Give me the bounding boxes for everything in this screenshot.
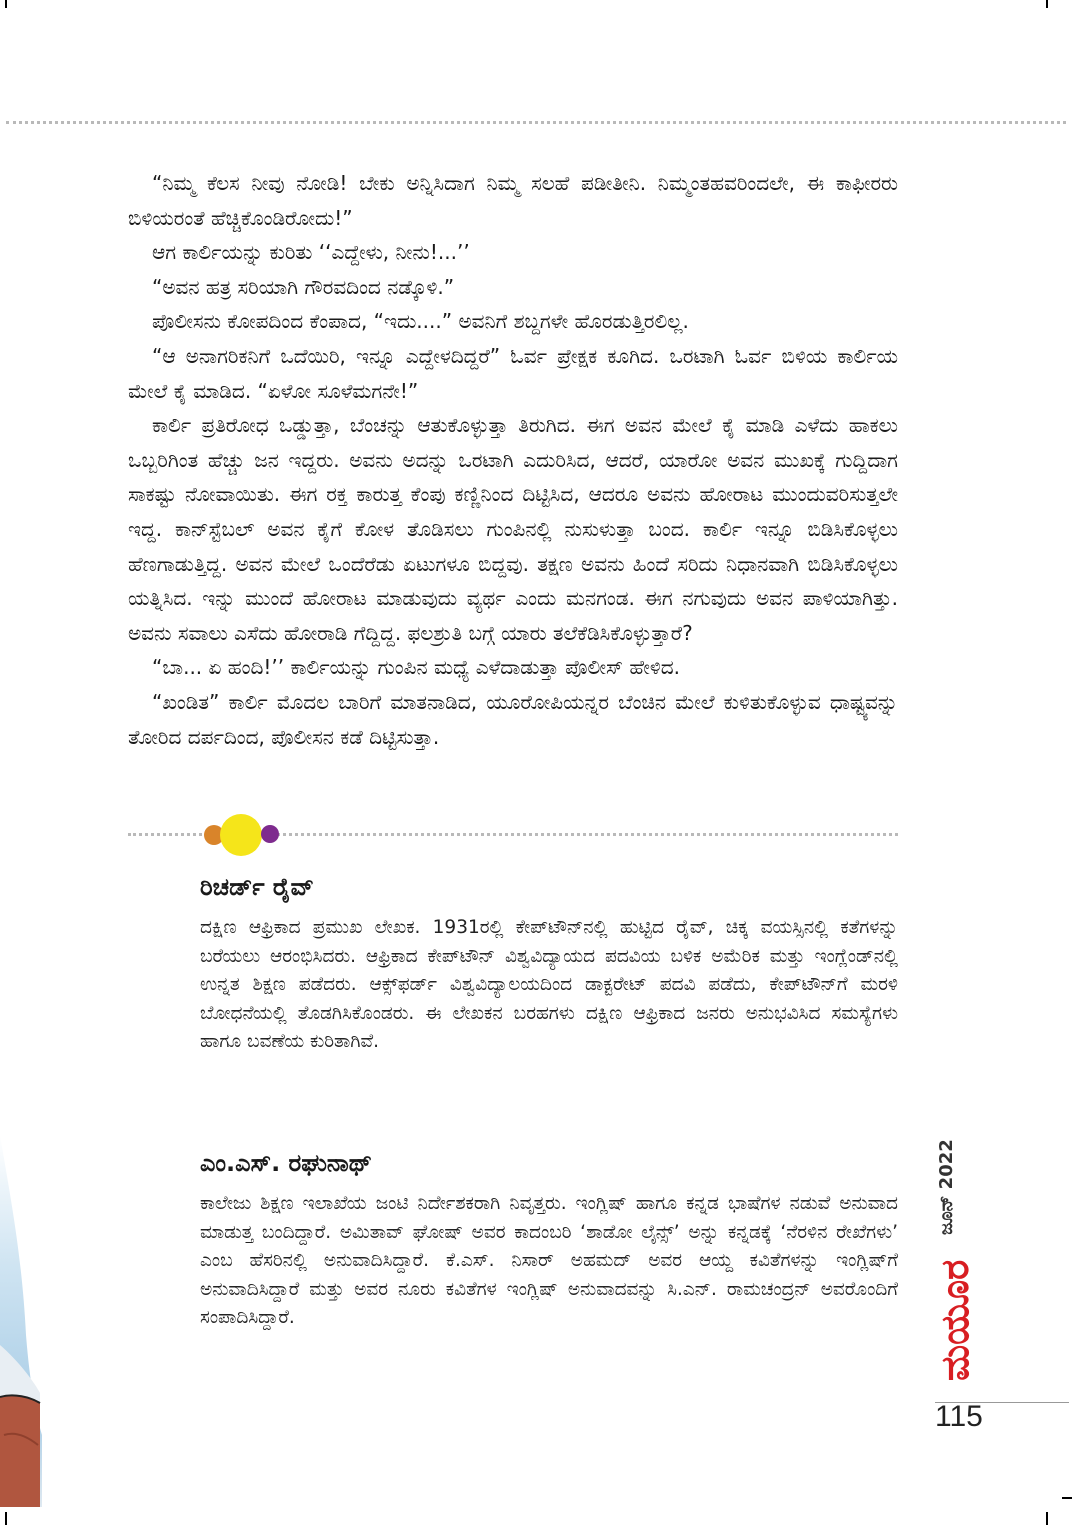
purple-dot [261,825,279,843]
story-paragraph: “ನಿಮ್ಮ ಕೆಲಸ ನೀವು ನೋಡಿ! ಬೇಕು ಅನ್ನಿಸಿದಾಗ ನಿಮ್ಮ ಸಲಹೆ ಪಡೀತೀನಿ. ನಿಮ್ಮಂತಹವರಿಂದಲೇ, ಈ ಕಾಫೀರರು ಬಿಳಿಯರಂತೆ ಹೆಚ್ಚಿಕೊಂಡಿರೋದು!” [128,171,898,230]
sidebar-branding [932,1105,992,1395]
author-description: ಕಾಲೇಜು ಶಿಕ್ಷಣ ಇಲಾಖೆಯ ಜಂಟಿ ನಿರ್ದೇಶಕರಾಗಿ ನಿವೃತ್ತರು. ಇಂಗ್ಲಿಷ್ ಹಾಗೂ ಕನ್ನಡ ಭಾಷೆಗಳ ನಡುವೆ ಅನುವಾದ ಮಾಡುತ್ತ ಬಂದಿದ್ದಾರೆ. ಅಮಿತಾವ್ ಘೋಷ್ ಅವರ ಕಾದಂಬರಿ ‘ಶಾಡೋ ಲೈನ್ಸ್’ ಅನ್ನು ಕನ್ನಡಕ್ಕೆ ‘ನೆರಳಿನ ರೇಖೆಗಳು’ ಎಂಬ ಹೆಸರಿನಲ್ಲಿ ಅನುವಾದಿಸಿದ್ದಾರೆ. ಕೆ.ಎಸ್. ನಿಸಾರ್ ಅಹಮದ್ ಅವರ ಆಯ್ದ ಕವಿತೆಗಳನ್ನು ಇಂಗ್ಲಿಷ್‌ಗೆ ಅನುವಾದಿಸಿದ್ದಾರೆ ಮತ್ತು ಅವರ ನೂರು ಕವಿತೆಗಳ ಇಂಗ್ಲಿಷ್ ಅನುವಾದವನ್ನು ಸಿ.ಎನ್. ರಾಮಚಂದ್ರನ್ ಅವರೊಂದಿಗೆ ಸಂಪಾದಿಸಿದ್ದಾರೆ. [200,1193,899,1329]
crop-mark [5,1512,7,1525]
story-paragraph: ಆಗ ಕಾರ್ಲಿಯನ್ನು ಕುರಿತು ‘‘ಎದ್ದೇಳು, ನೀನು!...’’ [152,240,470,265]
magazine-logo: ಮಯೂರ [933,1259,977,1381]
page-number: 115 [935,1400,983,1433]
crop-mark [1046,0,1048,8]
top-dotted-rule [6,121,1066,124]
story-paragraph: “ಅವನ ಹತ್ರ ಸರಿಯಾಗಿ ಗೌರವದಿಂದ ನಡ್ಕೊಳಿ.” [152,274,455,299]
crop-mark [1046,1512,1048,1525]
yellow-dot [220,814,262,856]
crop-mark [5,0,7,8]
issue-date: ಜೂನ್ 2022 [936,1139,957,1235]
story-paragraph: ಕಾರ್ಲಿ ಪ್ರತಿರೋಧ ಒಡ್ಡುತ್ತಾ, ಬೆಂಚನ್ನು ಆತುಕೊಳ್ಳುತ್ತಾ ತಿರುಗಿದ. ಈಗ ಅವನ ಮೇಲೆ ಕೈ ಮಾಡಿ ಎಳೆದು ಹಾಕಲು ಒಬ್ಬರಿಗಿಂತ ಹೆಚ್ಚು ಜನ ಇದ್ದರು. ಅವನು ಅದನ್ನು ಒರಟಾಗಿ ಎದುರಿಸಿದ, ಆದರೆ, ಯಾರೋ ಅವನ ಮುಖಕ್ಕೆ ಗುದ್ದಿದಾಗ ಸಾಕಷ್ಟು ನೋವಾಯಿತು. ಈಗ ರಕ್ತ ಕಾರುತ್ತ ಕೆಂಪು ಕಣ್ಣಿನಿಂದ ದಿಟ್ಟಿಸಿದ, ಆದರೂ ಅವನು ಹೋರಾಟ ಮುಂದುವರಿಸುತ್ತಲೇ ಇದ್ದ. ಕಾನ್‌ಸ್ಟೆಬಲ್ ಅವನ ಕೈಗೆ ಕೋಳ ತೊಡಿಸಲು ಗುಂಪಿನಲ್ಲಿ ನುಸುಳುತ್ತಾ ಬಂದ. ಕಾರ್ಲಿ ಇನ್ನೂ ಬಿಡಿಸಿಕೊಳ್ಳಲು ಹೆಣಗಾಡುತ್ತಿದ್ದ. ಅವನ ಮೇಲೆ ಒಂದೆರೆಡು ಏಟುಗಳೂ ಬಿದ್ದವು. ತಕ್ಷಣ ಅವನು ಹಿಂದೆ ಸರಿದು ನಿಧಾನವಾಗಿ ಬಿಡಿಸಿಕೊಳ್ಳಲು ಯತ್ನಿಸಿದ. ಇನ್ನು ಮುಂದೆ ಹೋರಾಟ ಮಾಡುವುದು ವ್ಯರ್ಥ ಎಂದು ಮನಗಂಡ. ಈಗ ನಗುವುದು ಅವನ ಪಾಳಿಯಾಗಿತ್ತು. ಅವನು ಸವಾಲು ಎಸೆದು ಹೋರಾಡಿ ಗೆದ್ದಿದ್ದ. ಫಲಶ್ರುತಿ ಬಗ್ಗೆ ಯಾರು ತಲೆಕೆಡಿಸಿಕೊಳ್ಳುತ್ತಾರೆ? [128,413,898,645]
story-text [128,166,898,754]
story-paragraph: “ಖಂಡಿತ” ಕಾರ್ಲಿ ಮೊದಲ ಬಾರಿಗೆ ಮಾತನಾಡಿದ, ಯೂರೋಪಿಯನ್ನರ ಬೆಂಚಿನ ಮೇಲೆ ಕುಳಿತುಕೊಳ್ಳುವ ಧಾಷ್ಟ್ಯವನ್ನು ತೋರಿದ ದರ್ಪದಿಂದ, ಪೊಲೀಸನ ಕಡೆ ದಿಟ್ಟಿಸುತ್ತಾ. [128,689,898,749]
author-name: ರಿಚರ್ಡ್ ರೈವ್ [200,873,314,901]
author-name: ಎಂ.ಎಸ್. ರಘುನಾಥ್ [200,1149,373,1177]
crop-mark [1062,1497,1072,1499]
story-paragraph: “ಬಾ... ಏ ಹಂದಿ!’’ ಕಾರ್ಲಿಯನ್ನು ಗುಂಪಿನ ಮಧ್ಯೆ ಎಳೆದಾಡುತ್ತಾ ಪೊಲೀಸ್ ಹೇಳಿದ. [152,655,681,680]
story-paragraph: “ಆ ಅನಾಗರಿಕನಿಗೆ ಒದೆಯಿರಿ, ಇನ್ನೂ ಎದ್ದೇಳದಿದ್ದರೆ” ಓರ್ವ ಪ್ರೇಕ್ಷಕ ಕೂಗಿದ. ಒರಟಾಗಿ ಓರ್ವ ಬಿಳಿಯ ಕಾರ್ಲಿಯ ಮೇಲೆ ಕೈ ಮಾಡಿದ. “ಏಳೋ ಸೂಳೆಮಗನೇ!” [128,343,898,403]
story-paragraph: ಪೊಲೀಸನು ಕೋಪದಿಂದ ಕೆಂಪಾದ, “ಇದು....” ಅವನಿಗೆ ಶಬ್ದಗಳೇ ಹೊರಡುತ್ತಿರಲಿಲ್ಲ. [152,309,689,334]
author-bio-ms-raghunath [200,1146,898,1333]
author-bio-richard-rive [200,870,898,1057]
illustration-fragment [0,1135,42,1507]
author-description: ದಕ್ಷಿಣ ಆಫ್ರಿಕಾದ ಪ್ರಮುಖ ಲೇಖಕ. 1931ರಲ್ಲಿ ಕೇಪ್‌ಟೌನ್‌ನಲ್ಲಿ ಹುಟ್ಟಿದ ರೈವ್, ಚಿಕ್ಕ ವಯಸ್ಸಿನಲ್ಲಿ ಕತೆಗಳನ್ನು ಬರೆಯಲು ಆರಂಭಿಸಿದರು. ಆಫ್ರಿಕಾದ ಕೇಪ್‌ಟೌನ್ ವಿಶ್ವವಿದ್ಯಾಯದ ಪದವಿಯ ಬಳಿಕ ಅಮೆರಿಕ ಮತ್ತು ಇಂಗ್ಲೆಂಡ್‌ನಲ್ಲಿ ಉನ್ನತ ಶಿಕ್ಷಣ ಪಡೆದರು. ಆಕ್ಸ್‌ಫರ್ಡ್ ವಿಶ್ವವಿದ್ಯಾಲಯದಿಂದ ಡಾಕ್ಟರೇಟ್ ಪದವಿ ಪಡೆದು, ಕೇಪ್‌ಟೌನ್‌ಗೆ ಮರಳಿ ಬೋಧನೆಯಲ್ಲಿ ತೊಡಗಿಸಿಕೊಂಡರು. ಈ ಲೇಖಕನ ಬರಹಗಳು ದಕ್ಷಿಣ ಆಫ್ರಿಕಾದ ಜನರು ಅನುಭವಿಸಿದ ಸಮಸ್ಯೆಗಳು ಹಾಗೂ ಬವಣೆಯ ಕುರಿತಾಗಿವೆ. [200,917,898,1053]
